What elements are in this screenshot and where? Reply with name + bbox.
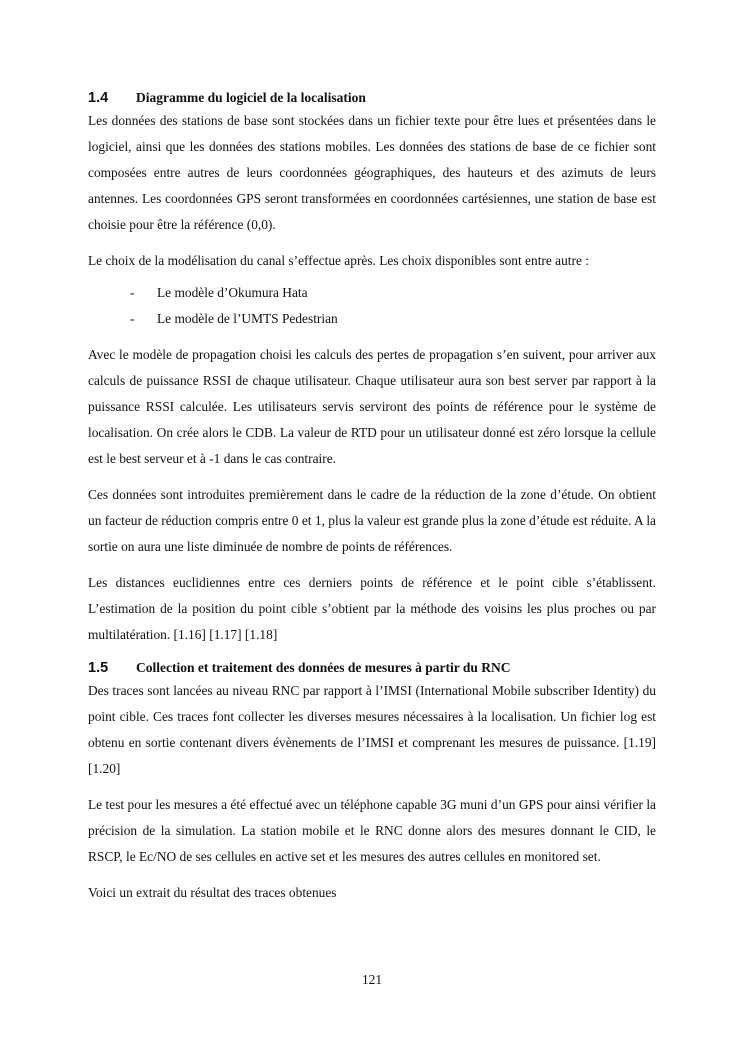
page-body <box>88 88 656 906</box>
paragraph: Les données des stations de base sont stockées dans un fichier texte pour être lues et présentées dans le logiciel, ainsi que les données des stations mobiles. Les données des stations de base de ce fichier sont composées entre autres de leurs coordonnées géographiques, des hauteurs et des azimuts de leurs antennes. Les coordonnées GPS seront transformées en coordonnées cartésiennes, une station de base est choisie pour être la référence (0,0). <box>88 113 656 232</box>
list-dash: - <box>130 311 135 326</box>
list-item <box>88 280 656 306</box>
section-title: Collection et traitement des données de mesures à partir du RNC <box>136 660 511 675</box>
paragraph: Avec le modèle de propagation choisi les calculs des pertes de propagation s’en suivent, pour arriver aux calculs de puissance RSSI de chaque utilisateur. Chaque utilisateur aura son best server par rapport à la puissance RSSI calculée. Les utilisateurs servis serviront des points de référence pour le système de localisation. On crée alors le CDB. La valeur de RTD pour un utilisateur donné est zéro lorsque la cellule est le best serveur et à -1 dans le cas contraire. <box>88 347 656 466</box>
paragraph: Ces données sont introduites premièrement dans le cadre de la réduction de la zone d’étude. On obtient un facteur de réduction compris entre 0 et 1, plus la valeur est grande plus la zone d’étude est réduite. A la sortie on aura une liste diminuée de nombre de points de références. <box>88 487 656 554</box>
section-heading-1-4 <box>88 88 656 108</box>
paragraph: Des traces sont lancées au niveau RNC par rapport à l’IMSI (International Mobile subscriber Identity) du point cible. Ces traces font collecter les diverses mesures nécessaires à la localisation. Un fichier log est obtenu en sortie contenant divers évènements de l’IMSI et comprenant les mesures de puissance. [1.19] [1.20] <box>88 683 656 776</box>
page-number: 121 <box>361 972 383 987</box>
section-heading-1-5 <box>88 658 656 678</box>
model-list <box>88 280 656 332</box>
section-number: 1.5 <box>88 660 109 676</box>
list-item-text: Le modèle de l’UMTS Pedestrian <box>157 311 338 326</box>
section-number: 1.4 <box>88 90 109 106</box>
section-title: Diagramme du logiciel de la localisation <box>136 90 366 105</box>
paragraph: Les distances euclidiennes entre ces derniers points de référence et le point cible s’établissent. L’estimation de la position du point cible s’obtient par la méthode des voisins les plus proches ou par multilatération. [1.16] [1.17] [1.18] <box>88 575 656 642</box>
paragraph: Le test pour les mesures a été effectué avec un téléphone capable 3G muni d’un GPS pour ainsi vérifier la précision de la simulation. La station mobile et le RNC donne alors des mesures donnant le CID, le RSCP, le Ec/NO de ses cellules en active set et les mesures des autres cellules en monitored set. <box>88 797 656 864</box>
paragraph: Voici un extrait du résultat des traces obtenues <box>88 885 337 900</box>
list-dash: - <box>130 285 135 300</box>
list-item <box>88 306 656 332</box>
list-item-text: Le modèle d’Okumura Hata <box>157 285 308 300</box>
paragraph: Le choix de la modélisation du canal s’effectue après. Les choix disponibles sont entre autre : <box>88 253 589 268</box>
